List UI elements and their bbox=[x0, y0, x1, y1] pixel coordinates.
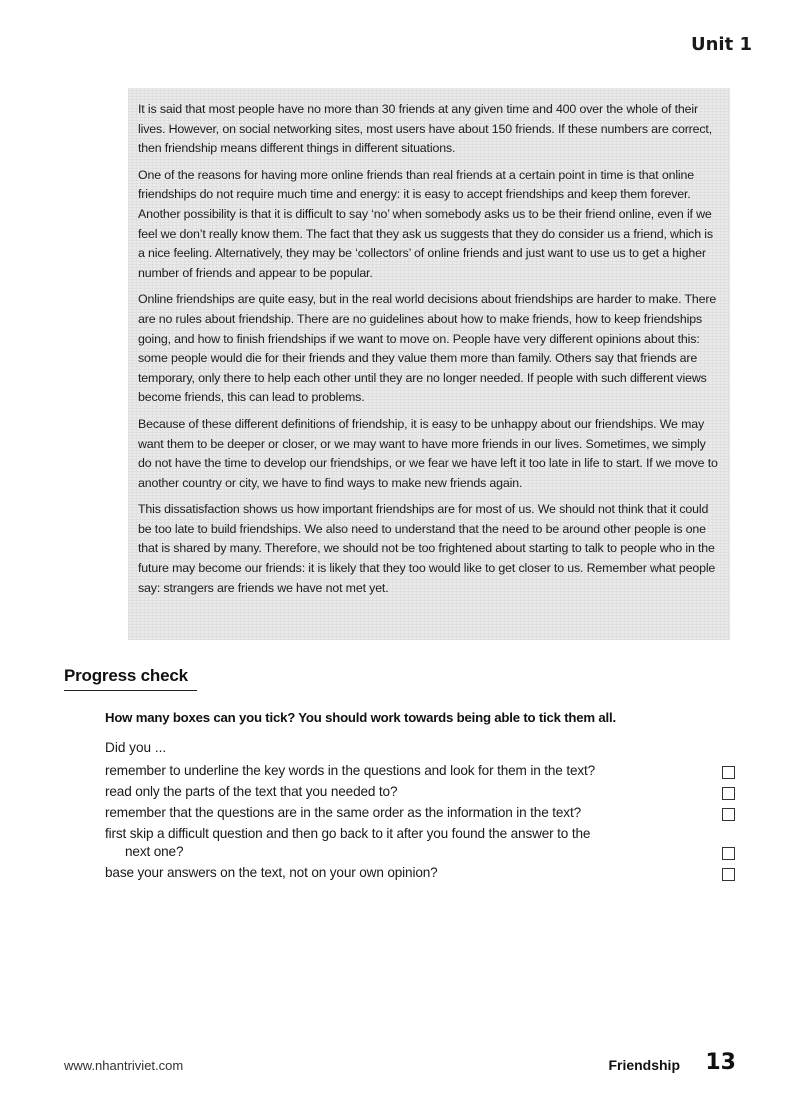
checklist-item-text: base your answers on the text, not on your own opinion? bbox=[105, 865, 438, 880]
checkbox[interactable] bbox=[722, 787, 735, 800]
section-title: Progress check bbox=[64, 666, 188, 685]
checklist-item-continuation: next one? bbox=[125, 844, 184, 859]
paragraph: Online friendships are quite easy, but in the real world decisions about friendships are harder to make. There are no rules about friendship. There are no guidelines about how to make friends, how to keep friendships going, and how to finish friendships if we want to move on. People have very different opinions about this: some people would die for their friends and they value them more than family. Others say that friends are temporary, only there to help each other until they are no longer needed. If people with such different views become friends, this can lead to problems. bbox=[138, 292, 717, 405]
checklist-item bbox=[105, 864, 735, 882]
footer-url: www.nhantriviet.com bbox=[64, 1058, 184, 1073]
footer-chapter: Friendship bbox=[608, 1057, 680, 1073]
paragraph: It is said that most people have no more than 30 friends at any given time and 400 over the whole of their lives. However, on social networking sites, most users have about 150 friends. If these numbers are correct, then friendship means different things in different situations. bbox=[138, 102, 713, 156]
checklist-item-text: remember that the questions are in the same order as the information in the text? bbox=[105, 805, 581, 820]
page-number: 13 bbox=[705, 1050, 736, 1075]
paragraph: Because of these different definitions of friendship, it is easy to be unhappy about our friendships. We may want them to be deeper or closer, or we may want to have more friends in our lives. Sometimes, we simply do not have the time to develop our friendships, or we fear we have left it too late in life to start. If we move to another country or city, we have to find ways to make new friends again. bbox=[138, 416, 718, 490]
unit-label: Unit 1 bbox=[691, 34, 752, 55]
checklist-item bbox=[105, 762, 735, 780]
checkbox[interactable] bbox=[722, 766, 735, 779]
checklist-item-text: remember to underline the key words in the questions and look for them in the text? bbox=[105, 763, 596, 778]
paragraph: One of the reasons for having more online friends than real friends at a certain point in time is that online friendships do not require much time and energy: it is easy to accept friendships and keep them forever. Another possibility is that it is difficult to say ‘no’ when somebody asks us to be their friend online, even if we feel we don’t really know them. The fact that they ask us suggests that they do consider us a friend, which is a nice feeling. Alternatively, they may be ‘collectors’ of online friends and just want to use us to get a higher number of friends and appear to be popular. bbox=[138, 167, 713, 280]
title-underline bbox=[64, 690, 197, 691]
lead-text: Did you ... bbox=[105, 740, 167, 755]
reading-passage-box bbox=[128, 88, 730, 640]
checklist bbox=[105, 762, 735, 885]
paragraph: This dissatisfaction shows us how important friendships are for most of us. We should not think that it could be too late to build friendships. We also need to understand that the need to be around other people is one that is shared by many. Therefore, we should not be too frightened about starting to talk to people who in the future may become our friends: it is likely that they too would like to get closer to us. Remember what people say: strangers are friends we have not met yet. bbox=[138, 502, 716, 595]
checklist-item bbox=[105, 825, 735, 861]
checklist-item-text: first skip a difficult question and then go back to it after you found the answer to the bbox=[105, 826, 591, 841]
checkbox[interactable] bbox=[722, 808, 735, 821]
checklist-item bbox=[105, 804, 735, 822]
instruction: How many boxes can you tick? You should work towards being able to tick them all. bbox=[105, 710, 616, 725]
checkbox[interactable] bbox=[722, 868, 735, 881]
checklist-item bbox=[105, 783, 735, 801]
checkbox[interactable] bbox=[722, 847, 735, 860]
checklist-item-text: read only the parts of the text that you needed to? bbox=[105, 784, 398, 799]
